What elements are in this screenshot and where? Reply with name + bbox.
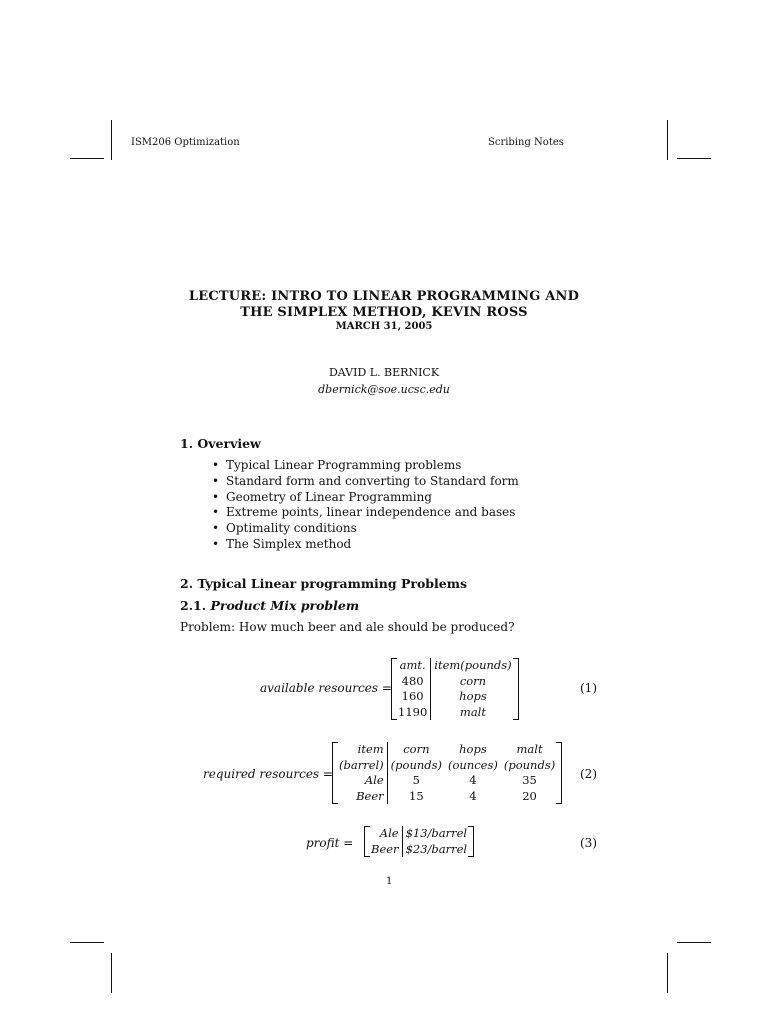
list-item: • Extreme points, linear independence and bases (212, 505, 519, 521)
crop-mark (677, 942, 711, 943)
matrix-cell: 4 (469, 773, 477, 787)
matrix-cell: (pounds) (390, 757, 443, 772)
eq3-label: profit = (306, 836, 354, 850)
list-item: • Typical Linear Programming problems (212, 458, 519, 474)
matrix-cell: corn (403, 742, 430, 756)
list-item: • Standard form and converting to Standard form (212, 474, 519, 490)
list-item: • Optimality conditions (212, 521, 519, 537)
lecture-date: MARCH 31, 2005 (335, 321, 433, 332)
crop-mark (677, 158, 711, 159)
matrix-cell: 15 (409, 788, 424, 803)
eq3-number: (3) (580, 836, 597, 850)
eq2-label: required resources = (203, 767, 333, 781)
eq1-number: (1) (580, 681, 597, 695)
matrix-cell: Beer (336, 789, 387, 805)
matrix-cell: 4 (469, 788, 477, 803)
matrix-cell: (ounces) (448, 757, 498, 772)
matrix-cell: $23/barrel (405, 841, 468, 856)
crop-mark (70, 158, 104, 159)
crop-mark (667, 953, 668, 993)
matrix-cell: 480 (395, 674, 431, 690)
matrix-cell: malt (459, 704, 486, 719)
matrix-cell: Ale (336, 773, 387, 789)
title-line-2: THE SIMPLEX METHOD, KEVIN ROSS (240, 305, 528, 320)
matrix-cell: Ale (368, 826, 402, 842)
matrix-cell: 5 (412, 773, 420, 787)
running-header-right: Scribing Notes (488, 137, 564, 148)
title-block (0, 289, 768, 333)
author-name: DAVID L. BERNICK (328, 366, 440, 379)
subsection-heading (180, 598, 359, 613)
problem-statement: Problem: How much beer and ale should be produced? (180, 620, 515, 634)
crop-mark (111, 120, 112, 160)
subsection-number: 2.1. (180, 598, 207, 613)
matrix-cell: 1190 (395, 705, 431, 721)
matrix-cell: 160 (395, 689, 431, 705)
matrix-cell: 35 (522, 773, 537, 787)
subsection-title: Product Mix problem (210, 598, 360, 613)
author-block (0, 366, 768, 398)
eq2-matrix (332, 742, 562, 807)
title-line-1: LECTURE: INTRO TO LINEAR PROGRAMMING AND (188, 289, 580, 304)
matrix-cell: amt. (395, 658, 431, 674)
matrix-cell: item (336, 742, 387, 758)
crop-mark (111, 953, 112, 993)
page-number: 1 (386, 876, 393, 887)
author-email: dbernick@soe.ucsc.edu (318, 383, 450, 396)
list-item: • The Simplex method (212, 537, 519, 553)
matrix-cell: (pounds) (503, 757, 556, 772)
list-item: • Geometry of Linear Programming (212, 490, 519, 506)
eq3-matrix (364, 826, 474, 860)
matrix-cell: 20 (522, 788, 537, 803)
eq1-label: available resources = (260, 681, 392, 695)
matrix-cell: $13/barrel (405, 826, 468, 840)
overview-list (212, 458, 519, 553)
section-heading-overview: 1. Overview (180, 436, 261, 451)
matrix-cell: hops (459, 689, 487, 703)
section-heading-typical-lp: 2. Typical Linear programming Problems (180, 576, 468, 591)
matrix-cell: (barrel) (336, 758, 387, 774)
matrix-cell: hops (459, 742, 487, 756)
running-header-left: ISM206 Optimization (131, 137, 240, 148)
eq2-number: (2) (580, 767, 597, 781)
matrix-cell: Beer (368, 842, 402, 858)
matrix-cell: corn (459, 673, 487, 688)
crop-mark (70, 942, 104, 943)
eq1-matrix (391, 658, 519, 723)
matrix-cell: item(pounds) (434, 658, 512, 672)
matrix-cell: malt (516, 742, 543, 756)
crop-mark (667, 120, 668, 160)
